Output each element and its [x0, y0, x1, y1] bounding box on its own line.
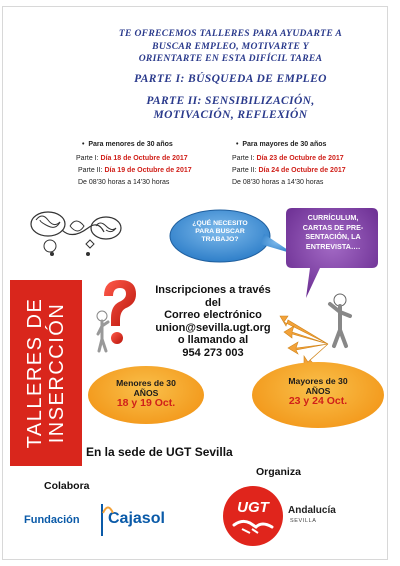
oval-line: Menores de 30	[116, 378, 176, 388]
oval-line: Mayores de 30	[288, 376, 348, 386]
part-label: Parte I:	[232, 155, 255, 162]
fundacion-label: Fundación	[24, 514, 80, 526]
bubble-line: CURRÍCULUM,	[307, 213, 359, 222]
answer-bubble-text	[290, 213, 376, 251]
inscripciones-line: del	[205, 296, 221, 309]
svg-text:UGT: UGT	[237, 499, 269, 516]
intro-line: ORIENTARTE EN ESTA DIFÍCIL TAREA	[138, 53, 323, 64]
part-label: Parte II:	[232, 167, 257, 174]
cajasol-wordmark: Cajasol	[108, 510, 165, 527]
bullet-icon: •	[82, 141, 85, 148]
schedule-over-30	[232, 140, 392, 188]
email-link[interactable]: union@sevilla.ugt.org	[155, 321, 271, 334]
cajasol-logo	[108, 510, 165, 528]
oval-over-30-text	[262, 376, 374, 406]
organiza-label: Organiza	[256, 466, 301, 478]
sidebar-title	[10, 280, 82, 466]
bubble-line: ENTREVISTA….	[305, 241, 361, 251]
part-label: Parte II:	[78, 167, 103, 174]
schedule-under-30	[76, 140, 239, 188]
part-date: Día 18 de Octubre de 2017	[100, 155, 188, 162]
bubble-line: ¿QUÉ NECESITO	[192, 220, 248, 227]
oval-line: AÑOS	[305, 386, 331, 396]
oval-days: 18 y 19 Oct.	[116, 397, 176, 409]
bullet-icon: •	[236, 141, 239, 148]
inscripciones-line: Inscripciones a través	[155, 284, 271, 296]
part-label: Parte I:	[76, 155, 99, 162]
inscripciones-line: Correo electrónico	[164, 309, 262, 322]
part-date: Día 23 de Octubre de 2017	[256, 155, 344, 162]
venue-text: En la sede de UGT Sevilla	[86, 445, 233, 459]
crossroads-figure-icon	[278, 282, 378, 364]
bubble-line: TRABAJO?	[201, 236, 239, 243]
question-bubble-text	[182, 220, 258, 244]
oval-days: 23 y 24 Oct.	[288, 395, 348, 407]
andalucia-label: Andalucía	[288, 505, 336, 516]
inscripciones-line: o llamando al	[177, 334, 249, 347]
part1-title: PARTE I: BÚSQUEDA DE EMPLEO	[134, 72, 327, 85]
schedule-hours: De 08'30 horas a 14'30 horas	[78, 179, 170, 186]
bubble-line: PARA BUSCAR	[195, 228, 245, 235]
ugt-logo	[222, 485, 284, 547]
intro-line: TE OFRECEMOS TALLERES PARA AYUDARTE A	[118, 28, 343, 39]
schedule-heading: Para mayores de 30 años	[242, 141, 327, 148]
sidebar-line: INSERCCIÓN	[46, 302, 68, 444]
tangled-thoughts-icon	[28, 206, 124, 256]
question-mark-figure-icon	[96, 276, 142, 360]
intro-line: BUSCAR EMPLEO, MOTIVARTE Y	[152, 40, 309, 52]
colabora-label: Colabora	[44, 480, 90, 492]
bubble-line: CARTAS DE PRE-	[302, 222, 364, 232]
part2-title-line: PARTE II: SENSIBILIZACIÓN,	[146, 94, 315, 107]
schedule-hours: De 08'30 horas a 14'30 horas	[232, 179, 324, 186]
phone-number[interactable]: 954 273 003	[182, 346, 244, 359]
part-date: Día 19 de Octubre de 2017	[104, 167, 192, 174]
oval-under-30-text	[96, 378, 196, 408]
cajasol-sun-icon	[102, 504, 114, 514]
part-date: Día 24 de Octubre de 2017	[258, 167, 346, 174]
bubble-line: SENTACIÓN, LA	[305, 232, 361, 242]
oval-line: AÑOS	[133, 388, 159, 398]
schedule-heading: Para menores de 30 años	[88, 141, 173, 148]
header	[78, 28, 383, 122]
part2-title-line: MOTIVACIÓN, REFLEXIÓN	[153, 108, 308, 121]
sevilla-label: SEVILLA	[290, 518, 317, 524]
inscripciones-block	[140, 284, 286, 360]
sidebar-line: TALLERES DE	[24, 297, 46, 449]
